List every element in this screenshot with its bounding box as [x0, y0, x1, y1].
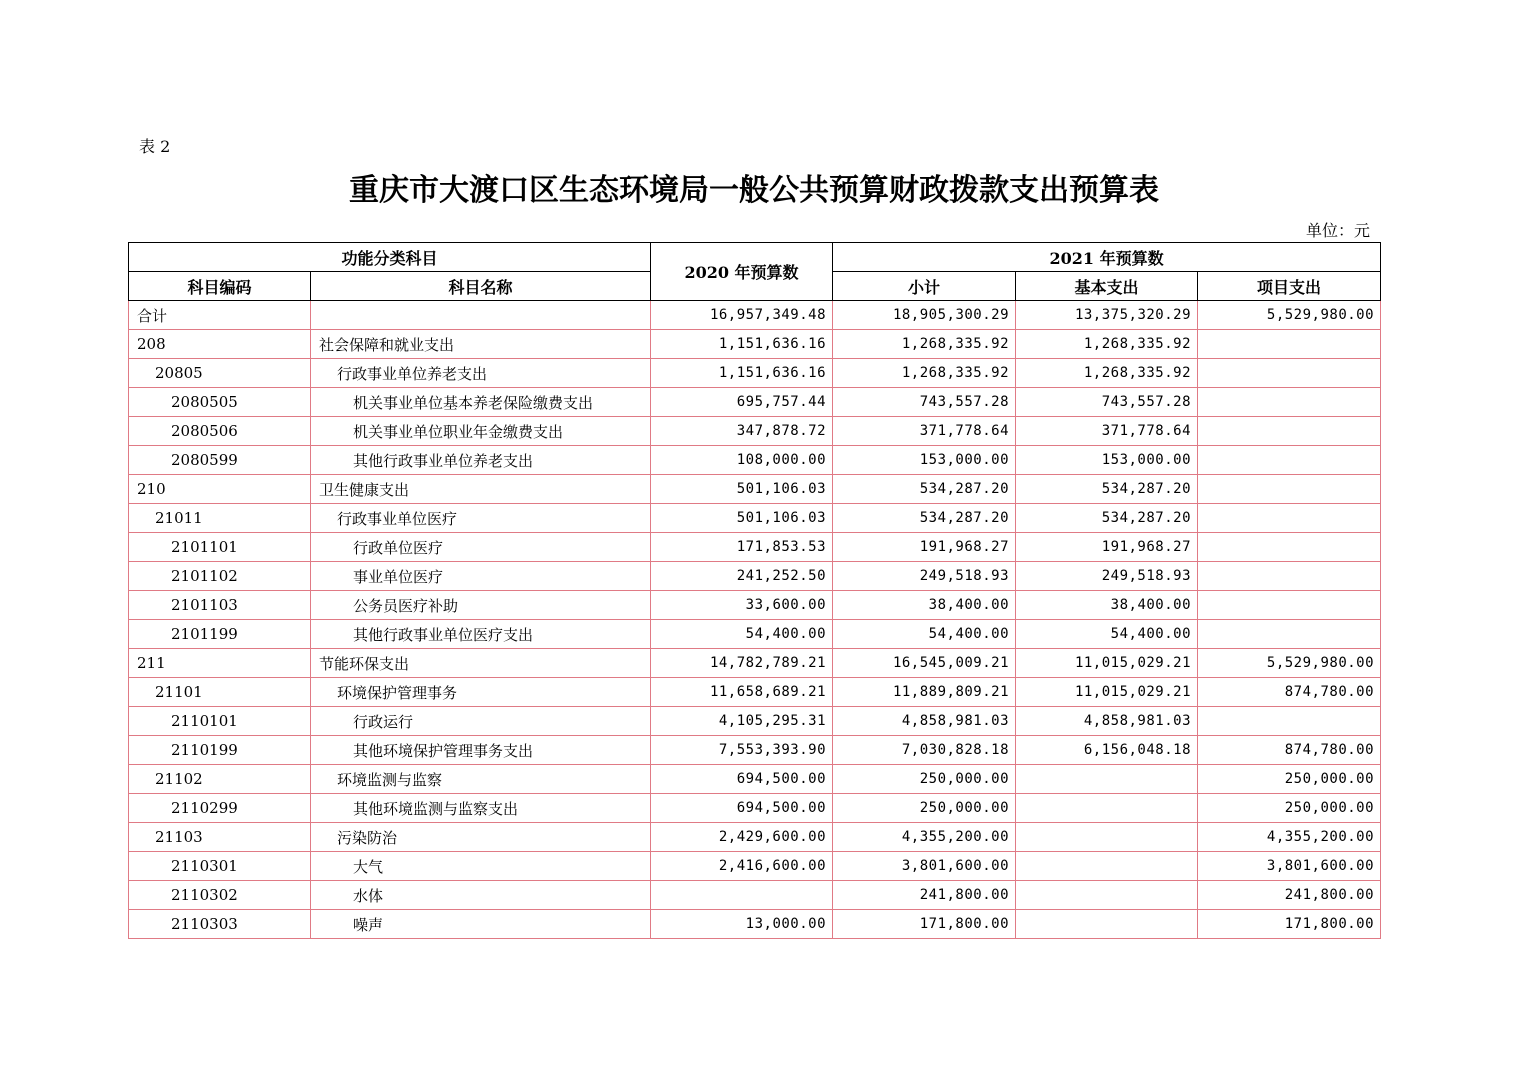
cell-code: 2080599	[129, 446, 311, 475]
cell-2021-project	[1198, 533, 1381, 562]
cell-2021-project	[1198, 504, 1381, 533]
header-2021-group: 2021 年预算数	[833, 243, 1381, 272]
table-header	[129, 243, 1381, 301]
table-row	[129, 620, 1381, 649]
cell-name: 社会保障和就业支出	[311, 330, 651, 359]
cell-code: 2101199	[129, 620, 311, 649]
cell-name: 污染防治	[311, 823, 651, 852]
cell-2020-budget: 11,658,689.21	[651, 678, 833, 707]
table-row	[129, 910, 1381, 939]
cell-2021-basic	[1016, 794, 1198, 823]
cell-name: 其他环境监测与监察支出	[311, 794, 651, 823]
cell-2021-basic: 54,400.00	[1016, 620, 1198, 649]
cell-name: 节能环保支出	[311, 649, 651, 678]
cell-name: 机关事业单位基本养老保险缴费支出	[311, 388, 651, 417]
cell-name	[311, 301, 651, 330]
cell-2021-project	[1198, 359, 1381, 388]
cell-2021-project: 250,000.00	[1198, 794, 1381, 823]
table-row	[129, 330, 1381, 359]
cell-2021-subtotal: 18,905,300.29	[833, 301, 1016, 330]
cell-name: 公务员医疗补助	[311, 591, 651, 620]
cell-2021-basic: 534,287.20	[1016, 475, 1198, 504]
cell-code: 2110299	[129, 794, 311, 823]
cell-name: 环境保护管理事务	[311, 678, 651, 707]
cell-2021-subtotal: 250,000.00	[833, 794, 1016, 823]
cell-2020-budget: 695,757.44	[651, 388, 833, 417]
cell-name: 大气	[311, 852, 651, 881]
cell-2021-basic	[1016, 765, 1198, 794]
cell-name: 机关事业单位职业年金缴费支出	[311, 417, 651, 446]
cell-2021-project: 171,800.00	[1198, 910, 1381, 939]
cell-2021-basic: 249,518.93	[1016, 562, 1198, 591]
cell-2021-subtotal: 7,030,828.18	[833, 736, 1016, 765]
cell-2021-subtotal: 534,287.20	[833, 504, 1016, 533]
cell-code: 2101103	[129, 591, 311, 620]
functional-group-header: 功能分类科目	[129, 243, 651, 272]
cell-2020-budget: 501,106.03	[651, 475, 833, 504]
cell-2021-basic: 191,968.27	[1016, 533, 1198, 562]
cell-code: 2101101	[129, 533, 311, 562]
table-row	[129, 301, 1381, 330]
cell-2020-budget: 241,252.50	[651, 562, 833, 591]
table-row	[129, 533, 1381, 562]
table-row	[129, 852, 1381, 881]
cell-2021-subtotal: 4,858,981.03	[833, 707, 1016, 736]
document-title: 重庆市大渡口区生态环境局一般公共预算财政拨款支出预算表	[349, 173, 1159, 208]
header-project: 项目支出	[1198, 272, 1381, 301]
table-body	[129, 301, 1381, 939]
cell-2021-subtotal: 16,545,009.21	[833, 649, 1016, 678]
cell-2021-basic: 1,268,335.92	[1016, 330, 1198, 359]
cell-2021-basic: 534,287.20	[1016, 504, 1198, 533]
budget-table	[128, 242, 1381, 939]
cell-name: 行政事业单位医疗	[311, 504, 651, 533]
cell-2021-project	[1198, 591, 1381, 620]
cell-code: 21011	[129, 504, 311, 533]
cell-code: 210	[129, 475, 311, 504]
cell-2021-subtotal: 534,287.20	[833, 475, 1016, 504]
cell-2020-budget: 13,000.00	[651, 910, 833, 939]
table-row	[129, 678, 1381, 707]
cell-2021-subtotal: 191,968.27	[833, 533, 1016, 562]
cell-code: 2110301	[129, 852, 311, 881]
table-row	[129, 475, 1381, 504]
header-name: 科目名称	[311, 272, 651, 301]
cell-2021-project	[1198, 417, 1381, 446]
cell-2020-budget: 501,106.03	[651, 504, 833, 533]
cell-2021-basic: 1,268,335.92	[1016, 359, 1198, 388]
cell-name: 行政单位医疗	[311, 533, 651, 562]
cell-2021-basic	[1016, 852, 1198, 881]
cell-code: 2080505	[129, 388, 311, 417]
cell-code: 2110101	[129, 707, 311, 736]
cell-2021-subtotal: 38,400.00	[833, 591, 1016, 620]
cell-name: 其他环境保护管理事务支出	[311, 736, 651, 765]
cell-2021-basic	[1016, 881, 1198, 910]
cell-2021-project: 5,529,980.00	[1198, 649, 1381, 678]
cell-code: 21103	[129, 823, 311, 852]
table-row	[129, 359, 1381, 388]
cell-2021-project	[1198, 562, 1381, 591]
cell-name: 环境监测与监察	[311, 765, 651, 794]
cell-2021-basic: 38,400.00	[1016, 591, 1198, 620]
cell-2020-budget: 4,105,295.31	[651, 707, 833, 736]
cell-code: 2110302	[129, 881, 311, 910]
cell-2021-subtotal: 153,000.00	[833, 446, 1016, 475]
cell-2021-project: 5,529,980.00	[1198, 301, 1381, 330]
cell-2021-project	[1198, 620, 1381, 649]
cell-2021-subtotal: 743,557.28	[833, 388, 1016, 417]
cell-2021-project	[1198, 475, 1381, 504]
header-subtotal: 小计	[833, 272, 1016, 301]
cell-name: 其他行政事业单位医疗支出	[311, 620, 651, 649]
cell-2021-subtotal: 54,400.00	[833, 620, 1016, 649]
cell-code: 20805	[129, 359, 311, 388]
cell-2020-budget: 2,429,600.00	[651, 823, 833, 852]
cell-2021-subtotal: 171,800.00	[833, 910, 1016, 939]
cell-code: 2110303	[129, 910, 311, 939]
table-row	[129, 707, 1381, 736]
cell-2021-project	[1198, 446, 1381, 475]
cell-2021-basic: 743,557.28	[1016, 388, 1198, 417]
cell-2020-budget: 108,000.00	[651, 446, 833, 475]
table-row	[129, 794, 1381, 823]
cell-code: 21102	[129, 765, 311, 794]
cell-code: 21101	[129, 678, 311, 707]
cell-2021-basic: 11,015,029.21	[1016, 678, 1198, 707]
table-row	[129, 417, 1381, 446]
cell-2021-project	[1198, 330, 1381, 359]
cell-code: 211	[129, 649, 311, 678]
cell-2020-budget: 347,878.72	[651, 417, 833, 446]
cell-name: 噪声	[311, 910, 651, 939]
cell-2021-subtotal: 241,800.00	[833, 881, 1016, 910]
cell-name: 事业单位医疗	[311, 562, 651, 591]
cell-2021-subtotal: 371,778.64	[833, 417, 1016, 446]
table-row	[129, 823, 1381, 852]
table-row	[129, 562, 1381, 591]
header-code: 科目编码	[129, 272, 311, 301]
cell-2020-budget: 14,782,789.21	[651, 649, 833, 678]
cell-2020-budget: 1,151,636.16	[651, 359, 833, 388]
cell-code: 合计	[129, 301, 311, 330]
cell-name: 行政事业单位养老支出	[311, 359, 651, 388]
cell-2020-budget: 33,600.00	[651, 591, 833, 620]
cell-2020-budget: 16,957,349.48	[651, 301, 833, 330]
cell-name: 行政运行	[311, 707, 651, 736]
cell-2021-project: 4,355,200.00	[1198, 823, 1381, 852]
cell-2021-subtotal: 250,000.00	[833, 765, 1016, 794]
cell-2021-project: 874,780.00	[1198, 678, 1381, 707]
cell-2020-budget: 694,500.00	[651, 794, 833, 823]
cell-2021-basic: 13,375,320.29	[1016, 301, 1198, 330]
cell-2021-project	[1198, 707, 1381, 736]
cell-2021-project: 250,000.00	[1198, 765, 1381, 794]
table-row	[129, 591, 1381, 620]
cell-2020-budget: 54,400.00	[651, 620, 833, 649]
cell-code: 2080506	[129, 417, 311, 446]
cell-2020-budget: 2,416,600.00	[651, 852, 833, 881]
cell-name: 水体	[311, 881, 651, 910]
cell-2020-budget: 1,151,636.16	[651, 330, 833, 359]
cell-2021-project: 874,780.00	[1198, 736, 1381, 765]
cell-name: 其他行政事业单位养老支出	[311, 446, 651, 475]
cell-2021-subtotal: 249,518.93	[833, 562, 1016, 591]
cell-2021-project	[1198, 388, 1381, 417]
header-2020-budget: 2020 年预算数	[651, 243, 833, 301]
cell-2020-budget: 171,853.53	[651, 533, 833, 562]
table-row	[129, 736, 1381, 765]
table-row	[129, 388, 1381, 417]
header-basic: 基本支出	[1016, 272, 1198, 301]
table-row	[129, 881, 1381, 910]
cell-code: 208	[129, 330, 311, 359]
cell-2021-basic: 153,000.00	[1016, 446, 1198, 475]
cell-2021-basic: 371,778.64	[1016, 417, 1198, 446]
cell-2021-basic: 4,858,981.03	[1016, 707, 1198, 736]
cell-2021-subtotal: 1,268,335.92	[833, 359, 1016, 388]
cell-code: 2110199	[129, 736, 311, 765]
table-row	[129, 504, 1381, 533]
cell-2021-subtotal: 1,268,335.92	[833, 330, 1016, 359]
table-row	[129, 765, 1381, 794]
cell-2021-project: 3,801,600.00	[1198, 852, 1381, 881]
cell-2020-budget	[651, 881, 833, 910]
cell-2021-basic: 11,015,029.21	[1016, 649, 1198, 678]
cell-2021-basic	[1016, 910, 1198, 939]
table-row	[129, 649, 1381, 678]
unit-label: 单位：元	[1305, 221, 1370, 240]
cell-2021-subtotal: 4,355,200.00	[833, 823, 1016, 852]
cell-2021-subtotal: 3,801,600.00	[833, 852, 1016, 881]
cell-name: 卫生健康支出	[311, 475, 651, 504]
table-label: 表 2	[139, 137, 171, 156]
cell-2021-basic: 6,156,048.18	[1016, 736, 1198, 765]
cell-2020-budget: 7,553,393.90	[651, 736, 833, 765]
table-row	[129, 446, 1381, 475]
cell-code: 2101102	[129, 562, 311, 591]
cell-2021-basic	[1016, 823, 1198, 852]
cell-2021-project: 241,800.00	[1198, 881, 1381, 910]
cell-2021-subtotal: 11,889,809.21	[833, 678, 1016, 707]
cell-2020-budget: 694,500.00	[651, 765, 833, 794]
